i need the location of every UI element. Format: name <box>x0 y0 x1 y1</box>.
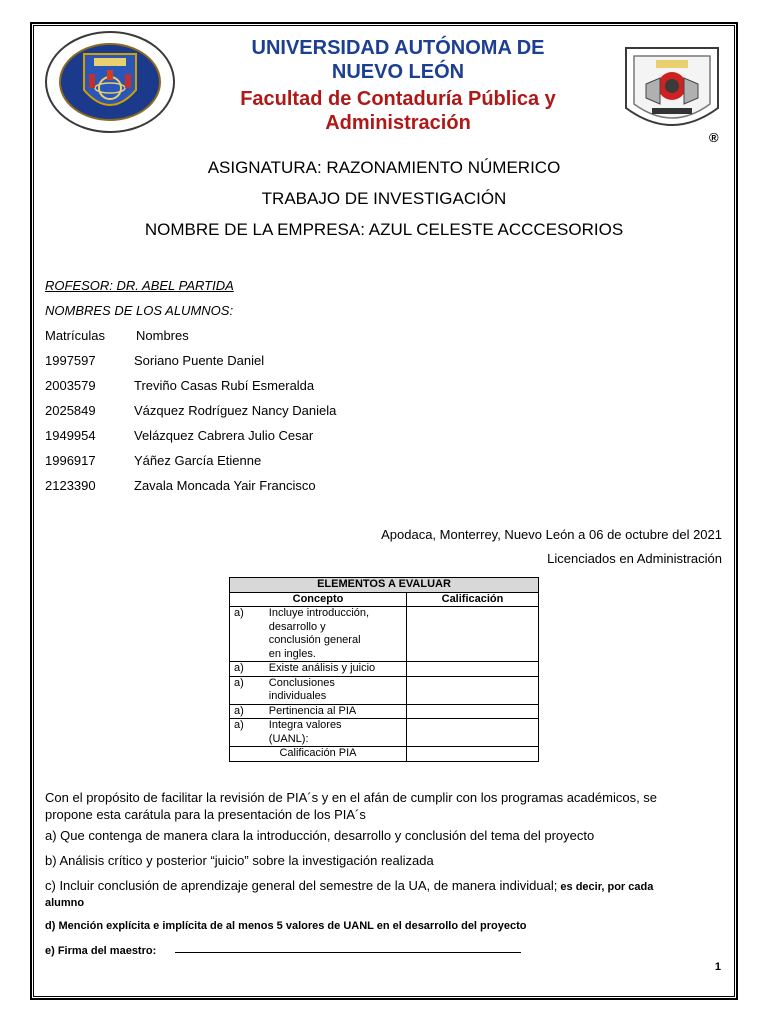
evaluation-row <box>230 676 539 704</box>
row-grade-cell[interactable] <box>407 704 539 719</box>
instructions-intro <box>45 789 725 823</box>
signature-line[interactable] <box>175 952 521 953</box>
student-matricula: 2025849 <box>45 403 96 418</box>
row-concept-line: (UANL): <box>268 732 309 745</box>
instruction-b: b) Análisis crítico y posterior “juicio” sobre la investigación realizada <box>45 853 434 868</box>
evaluation-row <box>230 719 539 747</box>
evaluation-row <box>230 662 539 677</box>
row-letter: a) <box>230 719 265 747</box>
evaluation-row <box>230 704 539 719</box>
evaluation-footer: Calificación PIA <box>230 747 407 762</box>
row-concept-line: desarrollo y <box>268 620 326 633</box>
row-concept-line: Pertinencia al PIA <box>268 704 357 717</box>
final-grade-cell[interactable] <box>407 747 539 762</box>
instruction-c-main: c) Incluir conclusión de aprendizaje general del semestre de la UA, de manera individual; <box>45 878 558 893</box>
faculty-name-line1: Facultad de Contaduría Pública y <box>240 88 556 110</box>
row-grade-cell[interactable] <box>407 719 539 747</box>
row-concept-line: Conclusiones <box>268 676 335 689</box>
registered-mark: ® <box>709 130 719 145</box>
work-title: TRABAJO DE INVESTIGACIÓN <box>261 189 507 208</box>
student-matricula: 1996917 <box>45 453 96 468</box>
student-matricula: 1949954 <box>45 428 96 443</box>
student-matricula: 2123390 <box>45 478 96 493</box>
row-concept-line: Incluye introducción, <box>268 607 370 619</box>
student-nombre: Vázquez Rodríguez Nancy Daniela <box>134 403 337 418</box>
col-nombre-header: Nombres <box>136 328 189 343</box>
university-name-line1: UNIVERSIDAD AUTÓNOMA DE <box>251 37 545 59</box>
place-date: Apodaca, Monterrey, Nuevo León a 06 de octubre del 2021 <box>381 527 722 542</box>
evaluation-table <box>229 577 539 762</box>
uanl-logo <box>44 30 176 134</box>
instructions-intro-line1: Con el propósito de facilitar la revisión de PIA´s y en el afán de cumplir con los programas académicos, se <box>45 790 658 805</box>
company-title: NOMBRE DE LA EMPRESA: AZUL CELESTE ACCCESORIOS <box>144 220 624 239</box>
row-letter: a) <box>230 676 265 704</box>
evaluation-title: ELEMENTOS A EVALUAR <box>230 578 539 593</box>
row-concept <box>265 607 407 662</box>
row-letter: a) <box>230 607 265 662</box>
row-letter: a) <box>230 704 265 719</box>
row-grade-cell[interactable] <box>407 607 539 662</box>
row-grade-cell[interactable] <box>407 676 539 704</box>
student-nombre: Treviño Casas Rubí Esmeralda <box>134 378 315 393</box>
student-nombre: Soriano Puente Daniel <box>134 353 265 368</box>
faculty-name-line2: Administración <box>325 112 471 134</box>
row-concept <box>265 719 407 747</box>
students-heading: NOMBRES DE LOS ALUMNOS: <box>45 303 234 318</box>
evaluation-row <box>230 607 539 662</box>
instructions-intro-line2: propone esta carátula para la presentación de los PIA´s <box>45 807 366 822</box>
col-grade-header: Calificación <box>407 592 539 607</box>
student-nombre: Velázquez Cabrera Julio Cesar <box>134 428 314 443</box>
university-name <box>200 36 596 84</box>
instruction-c-bold: es decir, por cada <box>557 881 654 893</box>
faculty-name <box>200 87 596 135</box>
professor-name: ROFESOR: DR. ABEL PARTIDA <box>45 278 234 293</box>
row-concept-line: individuales <box>268 690 327 702</box>
instruction-c <box>45 877 725 911</box>
instruction-a: a) Que contenga de manera clara la introducción, desarrollo y conclusión del tema del proyecto <box>45 828 595 843</box>
row-concept <box>265 662 407 677</box>
student-matricula: 1997597 <box>45 353 96 368</box>
col-matricula-header: Matrículas <box>45 328 105 343</box>
page-number: 1 <box>714 961 721 973</box>
row-concept <box>265 676 407 704</box>
instruction-d: d) Mención explícita e implícita de al menos 5 valores de UANL en el desarrollo del proyecto <box>45 920 527 932</box>
facpya-logo <box>616 38 728 140</box>
row-concept-line: Existe análisis y juicio <box>268 662 376 674</box>
university-name-line2: NUEVO LEÓN <box>331 61 465 83</box>
row-concept-line: en ingles. <box>268 647 316 660</box>
row-grade-cell[interactable] <box>407 662 539 677</box>
row-concept-line: Integra valores <box>268 719 342 731</box>
row-concept <box>265 704 407 719</box>
student-matricula: 2003579 <box>45 378 96 393</box>
instruction-e: e) Firma del maestro: <box>45 945 157 957</box>
degree: Licenciados en Administración <box>547 551 722 566</box>
student-nombre: Yáñez García Etienne <box>134 453 262 468</box>
instruction-c-bold2: alumno <box>45 897 85 909</box>
student-nombre: Zavala Moncada Yair Francisco <box>134 478 316 493</box>
row-concept-line: conclusión general <box>268 634 361 646</box>
subject-title: ASIGNATURA: RAZONAMIENTO NÚMERICO <box>207 158 561 177</box>
row-letter: a) <box>230 662 265 677</box>
col-concept-header: Concepto <box>230 592 407 607</box>
